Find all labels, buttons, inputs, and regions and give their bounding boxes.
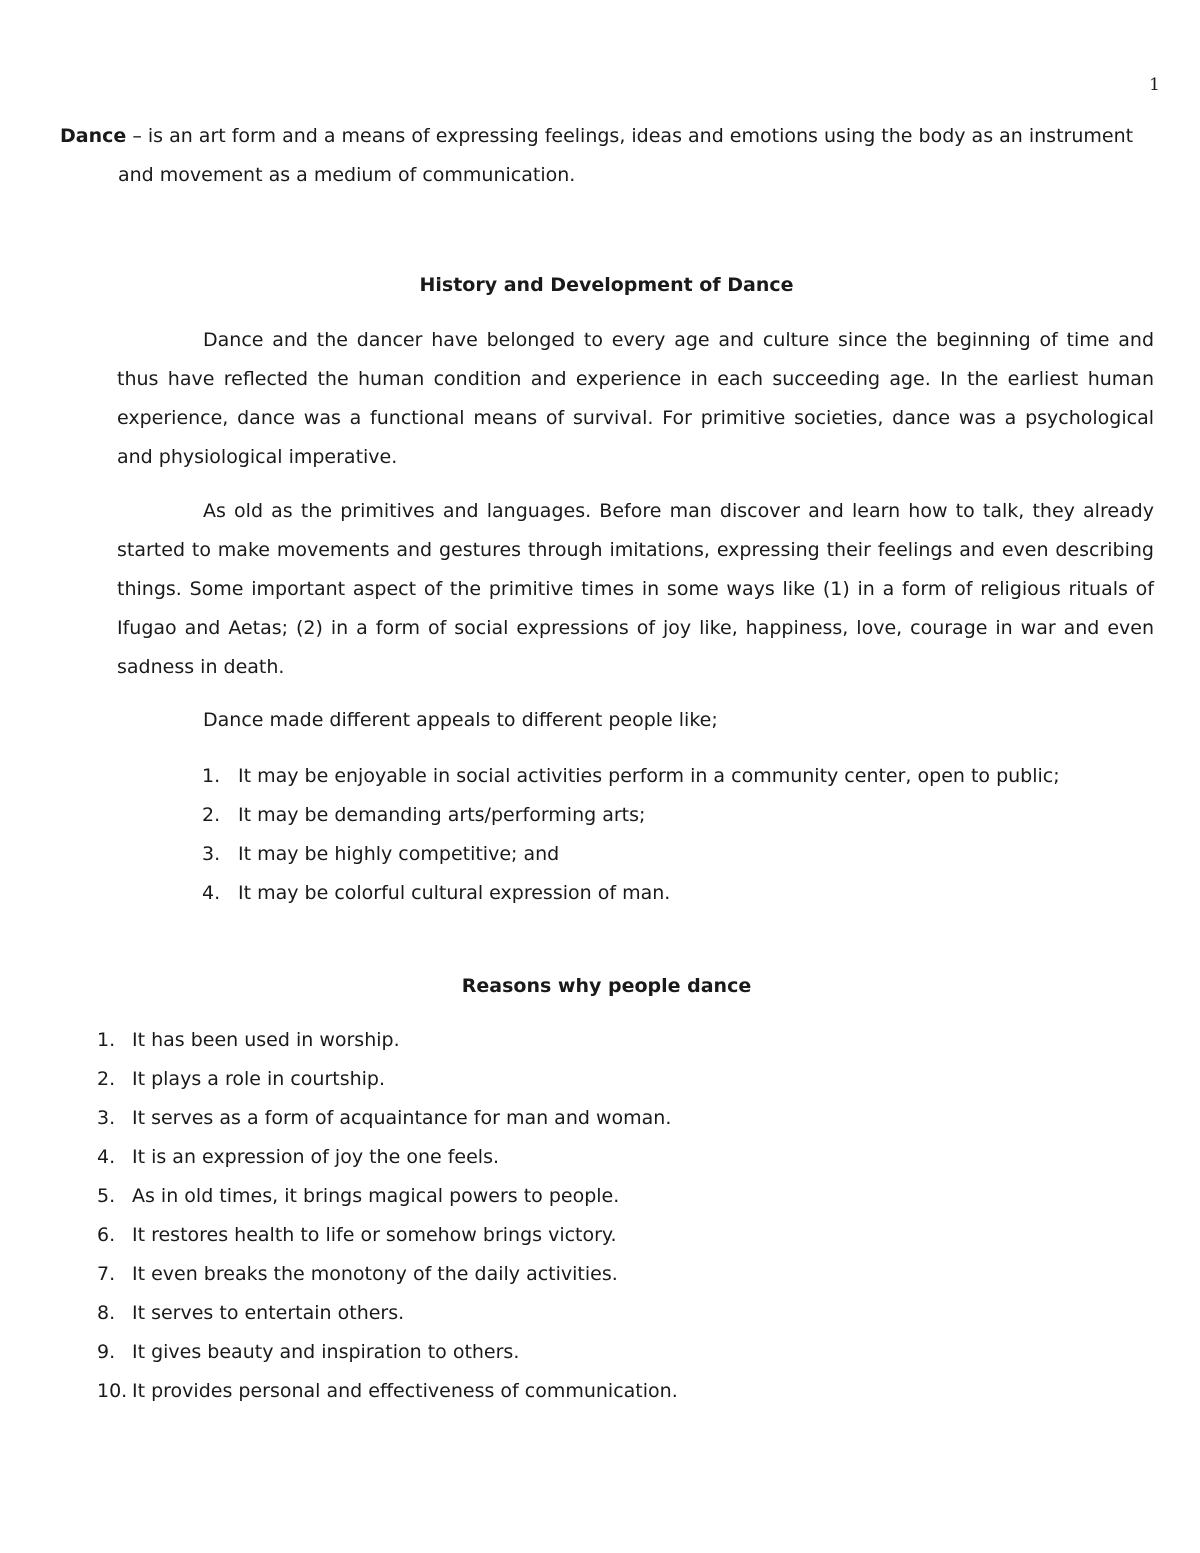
dance-definition (60, 117, 1140, 195)
list-item (97, 1294, 997, 1333)
list-number: 10. (97, 1380, 128, 1402)
list-item (202, 757, 1102, 796)
list-text: It may be enjoyable in social activities perform in a community center, open to public; (238, 765, 1060, 787)
list-item (202, 874, 1102, 913)
list-number: 3. (202, 843, 221, 865)
list-text: It plays a role in courtship. (132, 1068, 386, 1090)
list-item (202, 835, 1102, 874)
history-paragraph-3: Dance made different appeals to different people like; (203, 709, 718, 731)
reasons-list (97, 1021, 997, 1411)
page-number: 1 (1149, 75, 1160, 95)
appeals-list (202, 757, 1102, 913)
list-item (97, 1099, 997, 1138)
list-item (97, 1255, 997, 1294)
list-number: 1. (202, 765, 221, 787)
definition-text-line-1: – is an art form and a means of expressing feelings, ideas and emotions using the body as an instrument (126, 125, 1134, 147)
definition-line-1 (60, 117, 1140, 156)
list-number: 1. (97, 1029, 116, 1051)
list-item (97, 1138, 997, 1177)
list-text: It has been used in worship. (132, 1029, 400, 1051)
list-text: It is an expression of joy the one feels. (132, 1146, 500, 1168)
list-text: It gives beauty and inspiration to others. (132, 1341, 520, 1363)
list-text: It serves as a form of acquaintance for man and woman. (132, 1107, 672, 1129)
list-number: 2. (202, 804, 221, 826)
history-paragraph-1: Dance and the dancer have belonged to every age and culture since the beginning of time and thus have reflected the human condition and experience in each succeeding age. In the earliest human experience, dance was a functional means of survival. For primitive societies, dance was a psychological and physiological imperative. (117, 329, 1154, 468)
list-number: 2. (97, 1068, 116, 1090)
list-text: It restores health to life or somehow brings victory. (132, 1224, 617, 1246)
list-number: 9. (97, 1341, 116, 1363)
history-heading: History and Development of Dance (419, 274, 794, 296)
list-item (97, 1372, 997, 1411)
list-item (97, 1177, 997, 1216)
list-text: It serves to entertain others. (132, 1302, 405, 1324)
list-number: 5. (97, 1185, 116, 1207)
definition-term: Dance (60, 125, 127, 147)
list-text: It even breaks the monotony of the daily activities. (132, 1263, 618, 1285)
list-number: 6. (97, 1224, 116, 1246)
reasons-heading: Reasons why people dance (461, 975, 752, 997)
list-item (97, 1021, 997, 1060)
list-item (97, 1216, 997, 1255)
list-text: It may be demanding arts/performing arts; (238, 804, 646, 826)
list-text: It provides personal and effectiveness of communication. (132, 1380, 678, 1402)
list-text: As in old times, it brings magical powers to people. (132, 1185, 620, 1207)
list-item (202, 796, 1102, 835)
history-paragraph-2: As old as the primitives and languages. Before man discover and learn how to talk, they already started to make movements and gestures through imitations, expressing their feelings and even describing things. Some important aspect of the primitive times in some ways like (1) in a form of religious rituals of Ifugao and Aetas; (2) in a form of social expressions of joy like, happiness, love, courage in war and even sadness in death. (117, 500, 1154, 678)
list-number: 3. (97, 1107, 116, 1129)
list-item (97, 1060, 997, 1099)
list-item (97, 1333, 997, 1372)
list-text: It may be highly competitive; and (238, 843, 560, 865)
list-text: It may be colorful cultural expression of man. (238, 882, 671, 904)
list-number: 8. (97, 1302, 116, 1324)
definition-text-line-2: and movement as a medium of communication. (118, 164, 576, 186)
list-number: 4. (97, 1146, 116, 1168)
list-number: 4. (202, 882, 221, 904)
list-number: 7. (97, 1263, 116, 1285)
